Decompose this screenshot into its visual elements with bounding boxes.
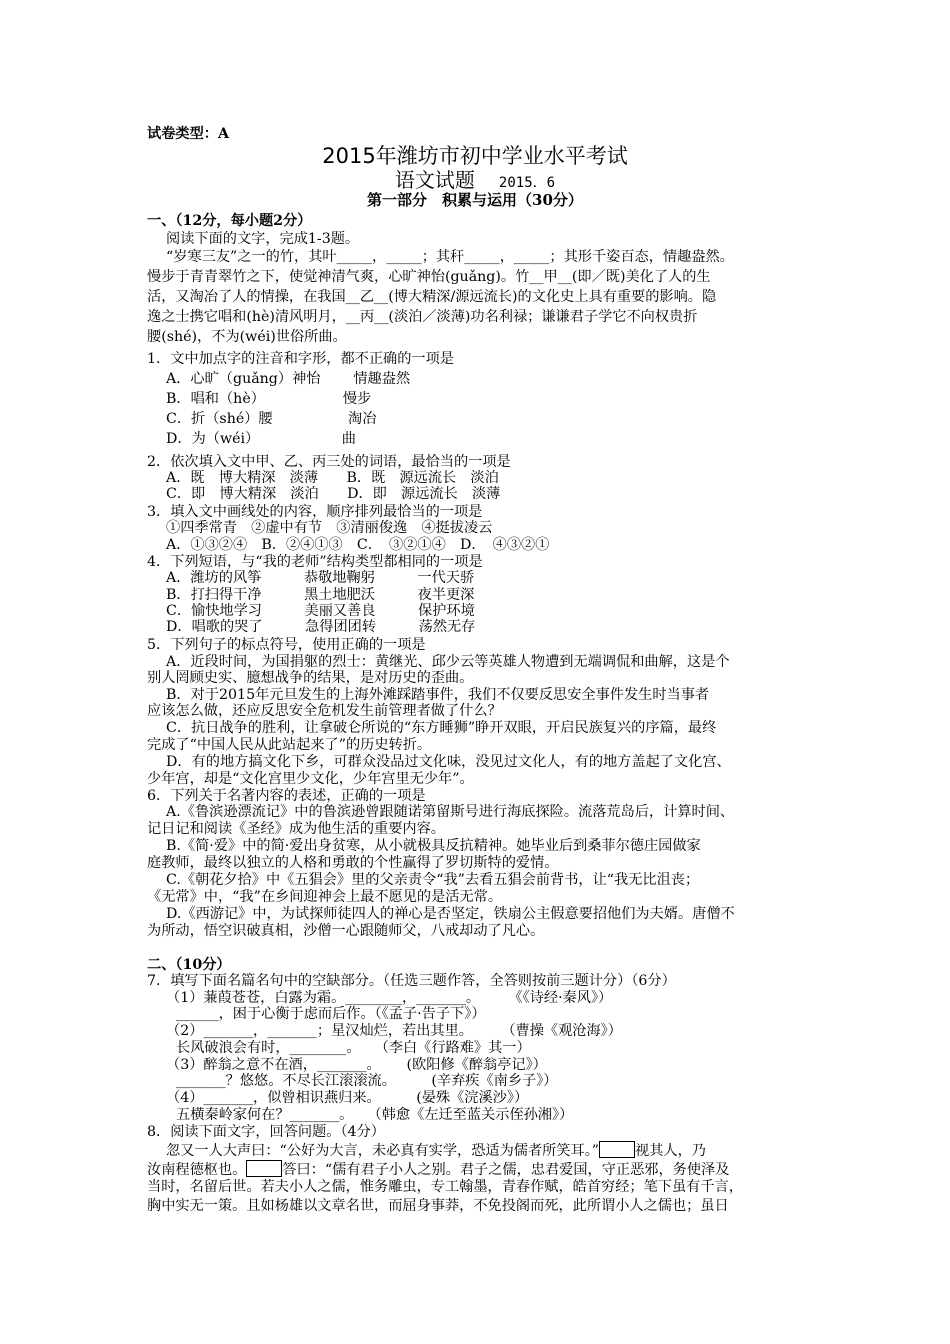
paper-type-label: 试卷类型：A [147,126,229,142]
answer-box[interactable] [599,1141,635,1158]
passage-line: 逸之士携它唱和(hè)清风明月，__丙__(淡泊／淡薄)功名利禄；谦谦君子学它不向权贵折 [147,309,698,325]
option-line: A.《鲁滨逊漂流记》中的鲁滨逊曾跟随诺第留斯号进行海底探险。流落荒岛后，计算时间、 [166,804,735,820]
option-line: 少年宫，却是“文化宫里少文化，少年宫里无少年”。 [147,771,474,787]
option-line: A．既 博大精深 淡薄 B．既 源远流长 淡泊 [166,470,499,486]
question-line: 5．下列句子的标点符号，使用正确的一项是 [147,637,426,653]
option-line: A．近段时间，为国捐躯的烈士：黄继光、邱少云等英雄人物遭到无端调侃和曲解，这是个 [166,654,730,670]
option-line: 为所动，悟空识破真相，沙僧一心跟随师父，八戒却动了凡心。 [147,923,545,939]
section1-intro: 阅读下面的文字，完成1-3题。 [166,231,360,247]
passage-text: 忽又一人大声曰：“公好为大言，未必真有实学，恐适为儒者所笑耳。” [166,1143,600,1159]
option-line: 记日记和阅读《圣经》成为他生活的重要内容。 [147,821,445,837]
fill-in-line: （4）_______，似曾相识燕归来。 (晏殊《浣溪沙》） [166,1090,529,1106]
option-line: A．潍坊的风筝 恭敬地鞠躬 一代天骄 [166,570,475,586]
fill-in-line: _______？悠悠。不尽长江滚滚流。 (辛弃疾《南乡子》） [176,1073,558,1089]
option-line: C．即 博大精深 淡泊 D．即 源远流长 淡薄 [166,486,501,502]
option-line: A．①③②④ B．②④①③ C． ③②①④ D． ④③②① [166,537,550,553]
passage-line: 活，又淘冶了人的情操，在我国__乙__(博大精深/源远流长)的文化史上具有重要的影响。隐 [147,289,717,305]
section1-heading: 一、（12分，每小题2分） [147,213,312,229]
question-line: 1．文中加点字的注音和字形，都不正确的一项是 [147,351,454,367]
subject-name: 语文试题 [394,168,475,192]
option-line: D．有的地方搞文化下乡，可群众没品过文化味，没见过文化人，有的地方盖起了文化宫、 [166,754,731,770]
option-line: 完成了“中国人民从此站起来了”的历史转折。 [147,737,432,753]
passage-text: 视其人，乃 [635,1143,706,1159]
option-line: C．愉快地学习 美丽又善良 保护环境 [166,603,475,619]
passage-text: 汝南程德枢也。 [147,1162,247,1178]
passage-line: 腰(shé)，不为(wéi)世俗所曲。 [147,329,347,345]
option-line: C．抗日战争的胜利，让拿破仑所说的“东方睡狮”睁开双眼，开启民族复兴的序篇，最终 [166,720,717,736]
question-line: 6．下列关于名著内容的表述，正确的一项是 [147,788,426,804]
option-line: A．心旷（guǎng）神怡 情趣盎然 [166,371,411,387]
exam-title: 2015年潍坊市初中学业水平考试 [322,144,628,168]
passage-line: 慢步于青青翠竹之下，使觉神清气爽，心旷神怡(guǎng)。竹__甲__(即／既)美化了人的生 [147,269,711,285]
fill-in-line: 长风破浪会有时，________。 （李白《行路难》其一） [176,1040,531,1056]
option-line: 别人罔顾史实、臆想战争的结果，是对历史的歪曲。 [147,670,474,686]
option-line: D.《西游记》中，为试探师徒四人的禅心是否坚定，铁扇公主假意要招他们为夫婿。唐僧不 [166,906,735,922]
fill-in-line: 五横秦岭家何在？_______。 （韩愈《左迁至蓝关示侄孙湘》） [176,1107,574,1123]
fill-in-line: （2）_______，_______；星汉灿烂，若出其里。 （曹操《观沧海》） [166,1023,622,1039]
passage-text: 答曰：“儒有君子小人之别。君子之儒，忠君爱国，守正恶邪，务使泽及 [282,1162,730,1178]
fill-in-line: （3）醉翁之意不在酒，_______。 (欧阳修《醉翁亭记》） [166,1057,547,1073]
option-line: B．唱和（hè） 慢步 [166,391,372,407]
option-line: D．唱歌的哭了 急得团团转 荡然无存 [166,619,476,635]
question-line: 3．填入文中画线处的内容，顺序排列最恰当的一项是 [147,504,483,520]
exam-date: 2015．6 [498,175,556,191]
passage-line: 胸中实无一策。且如杨雄以文章名世，而屈身事莽，不免投阁而死，此所谓小人之儒也；虽日 [147,1198,729,1214]
passage-line [166,1141,706,1160]
passage-line: 当时，名留后世。若夫小人之儒，惟务雕虫，专工翰墨，青春作赋，皓首穷经；笔下虽有千言， [147,1179,743,1195]
option-line: C．折（shé）腰 淘冶 [166,411,377,427]
question-line: 8．阅读下面文字，回答问题。（4分） [147,1124,385,1140]
passage-line [147,1160,729,1179]
option-line: 庭教师，最终以独立的人格和勇敢的个性赢得了罗切斯特的爱情。 [147,855,559,871]
option-line: C.《朝花夕拾》中《五猖会》里的父亲责令“我”去看五猖会前背书，让“我无比沮丧； [166,872,700,888]
answer-box[interactable] [246,1160,282,1177]
part1-heading: 第一部分 积累与运用（30分） [367,191,583,209]
section2-heading: 二、（10分） [147,957,231,973]
question-line: 2．依次填入文中甲、乙、丙三处的词语，最恰当的一项是 [147,454,511,470]
question-line: 7．填写下面名篇名句中的空缺部分。（任选三题作答，全答则按前三题计分）（6分） [147,973,676,989]
question-line: 4．下列短语，与“我的老师”结构类型都相同的一项是 [147,554,483,570]
fill-in-line: （1）蒹葭苍苍，白露为霜。________，_______。 《《诗经·秦风》） [166,990,613,1006]
option-line: D．为（wéi） 曲 [166,431,356,447]
option-line: 应该怎么做，还应反思安全危机发生前管理者做了什么？ [147,703,502,719]
option-line: 《无常》中，“我”在乡间迎神会上最不愿见的是活无常。 [147,889,503,905]
option-line: B.《简·爱》中的简·爱出身贫寒，从小就极具反抗精神。她毕业后到桑菲尔德庄园做家 [166,838,701,854]
passage-line: “岁寒三友”之一的竹，其叶_____，_____；其秆_____，_____；其形千姿百态，情趣盎然。 [166,249,734,265]
option-line: ①四季常青 ②虚中有节 ③清丽俊逸 ④挺拔凌云 [166,520,493,536]
fill-in-line: ______，困于心衡于虑而后作。（《孟子·告子下》） [176,1006,486,1022]
option-line: B．打扫得干净 黑土地肥沃 夜半更深 [166,587,475,603]
option-line: B．对于2015年元旦发生的上海外滩踩踏事件，我们不仅要反思安全事件发生时当事者 [166,687,710,703]
